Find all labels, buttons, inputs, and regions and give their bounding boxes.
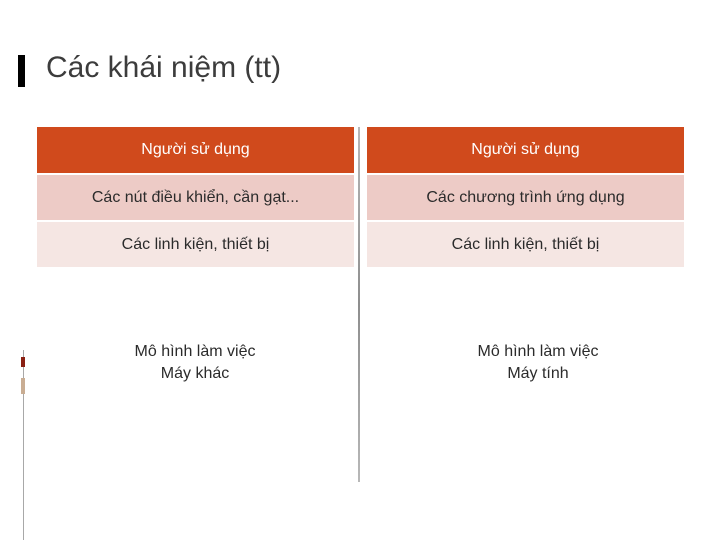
right-model-line1: Mô hình làm việc [477, 343, 599, 360]
right-table-row-components: Các linh kiện, thiết bị [367, 220, 684, 267]
center-divider [358, 127, 360, 482]
left-model-label [95, 341, 295, 385]
left-table [37, 127, 354, 267]
right-table-header: Người sử dụng [367, 127, 684, 173]
left-model-line2: Máy khác [160, 365, 230, 382]
left-model-line1: Mô hình làm việc [134, 343, 256, 360]
left-table-row-controls: Các nút điều khiển, cần gạt... [37, 173, 354, 220]
left-edge-mark-tan [21, 378, 25, 394]
right-model-label [438, 341, 638, 385]
right-table [367, 127, 684, 267]
left-table-header: Người sử dụng [37, 127, 354, 173]
left-edge-mark-dark [21, 357, 25, 367]
slide-title: Các khái niệm (tt) [46, 51, 282, 84]
title-accent-bar [18, 55, 25, 87]
left-table-row-components: Các linh kiện, thiết bị [37, 220, 354, 267]
right-table-row-applications: Các chương trình ứng dụng [367, 173, 684, 220]
right-model-line2: Máy tính [507, 365, 569, 382]
